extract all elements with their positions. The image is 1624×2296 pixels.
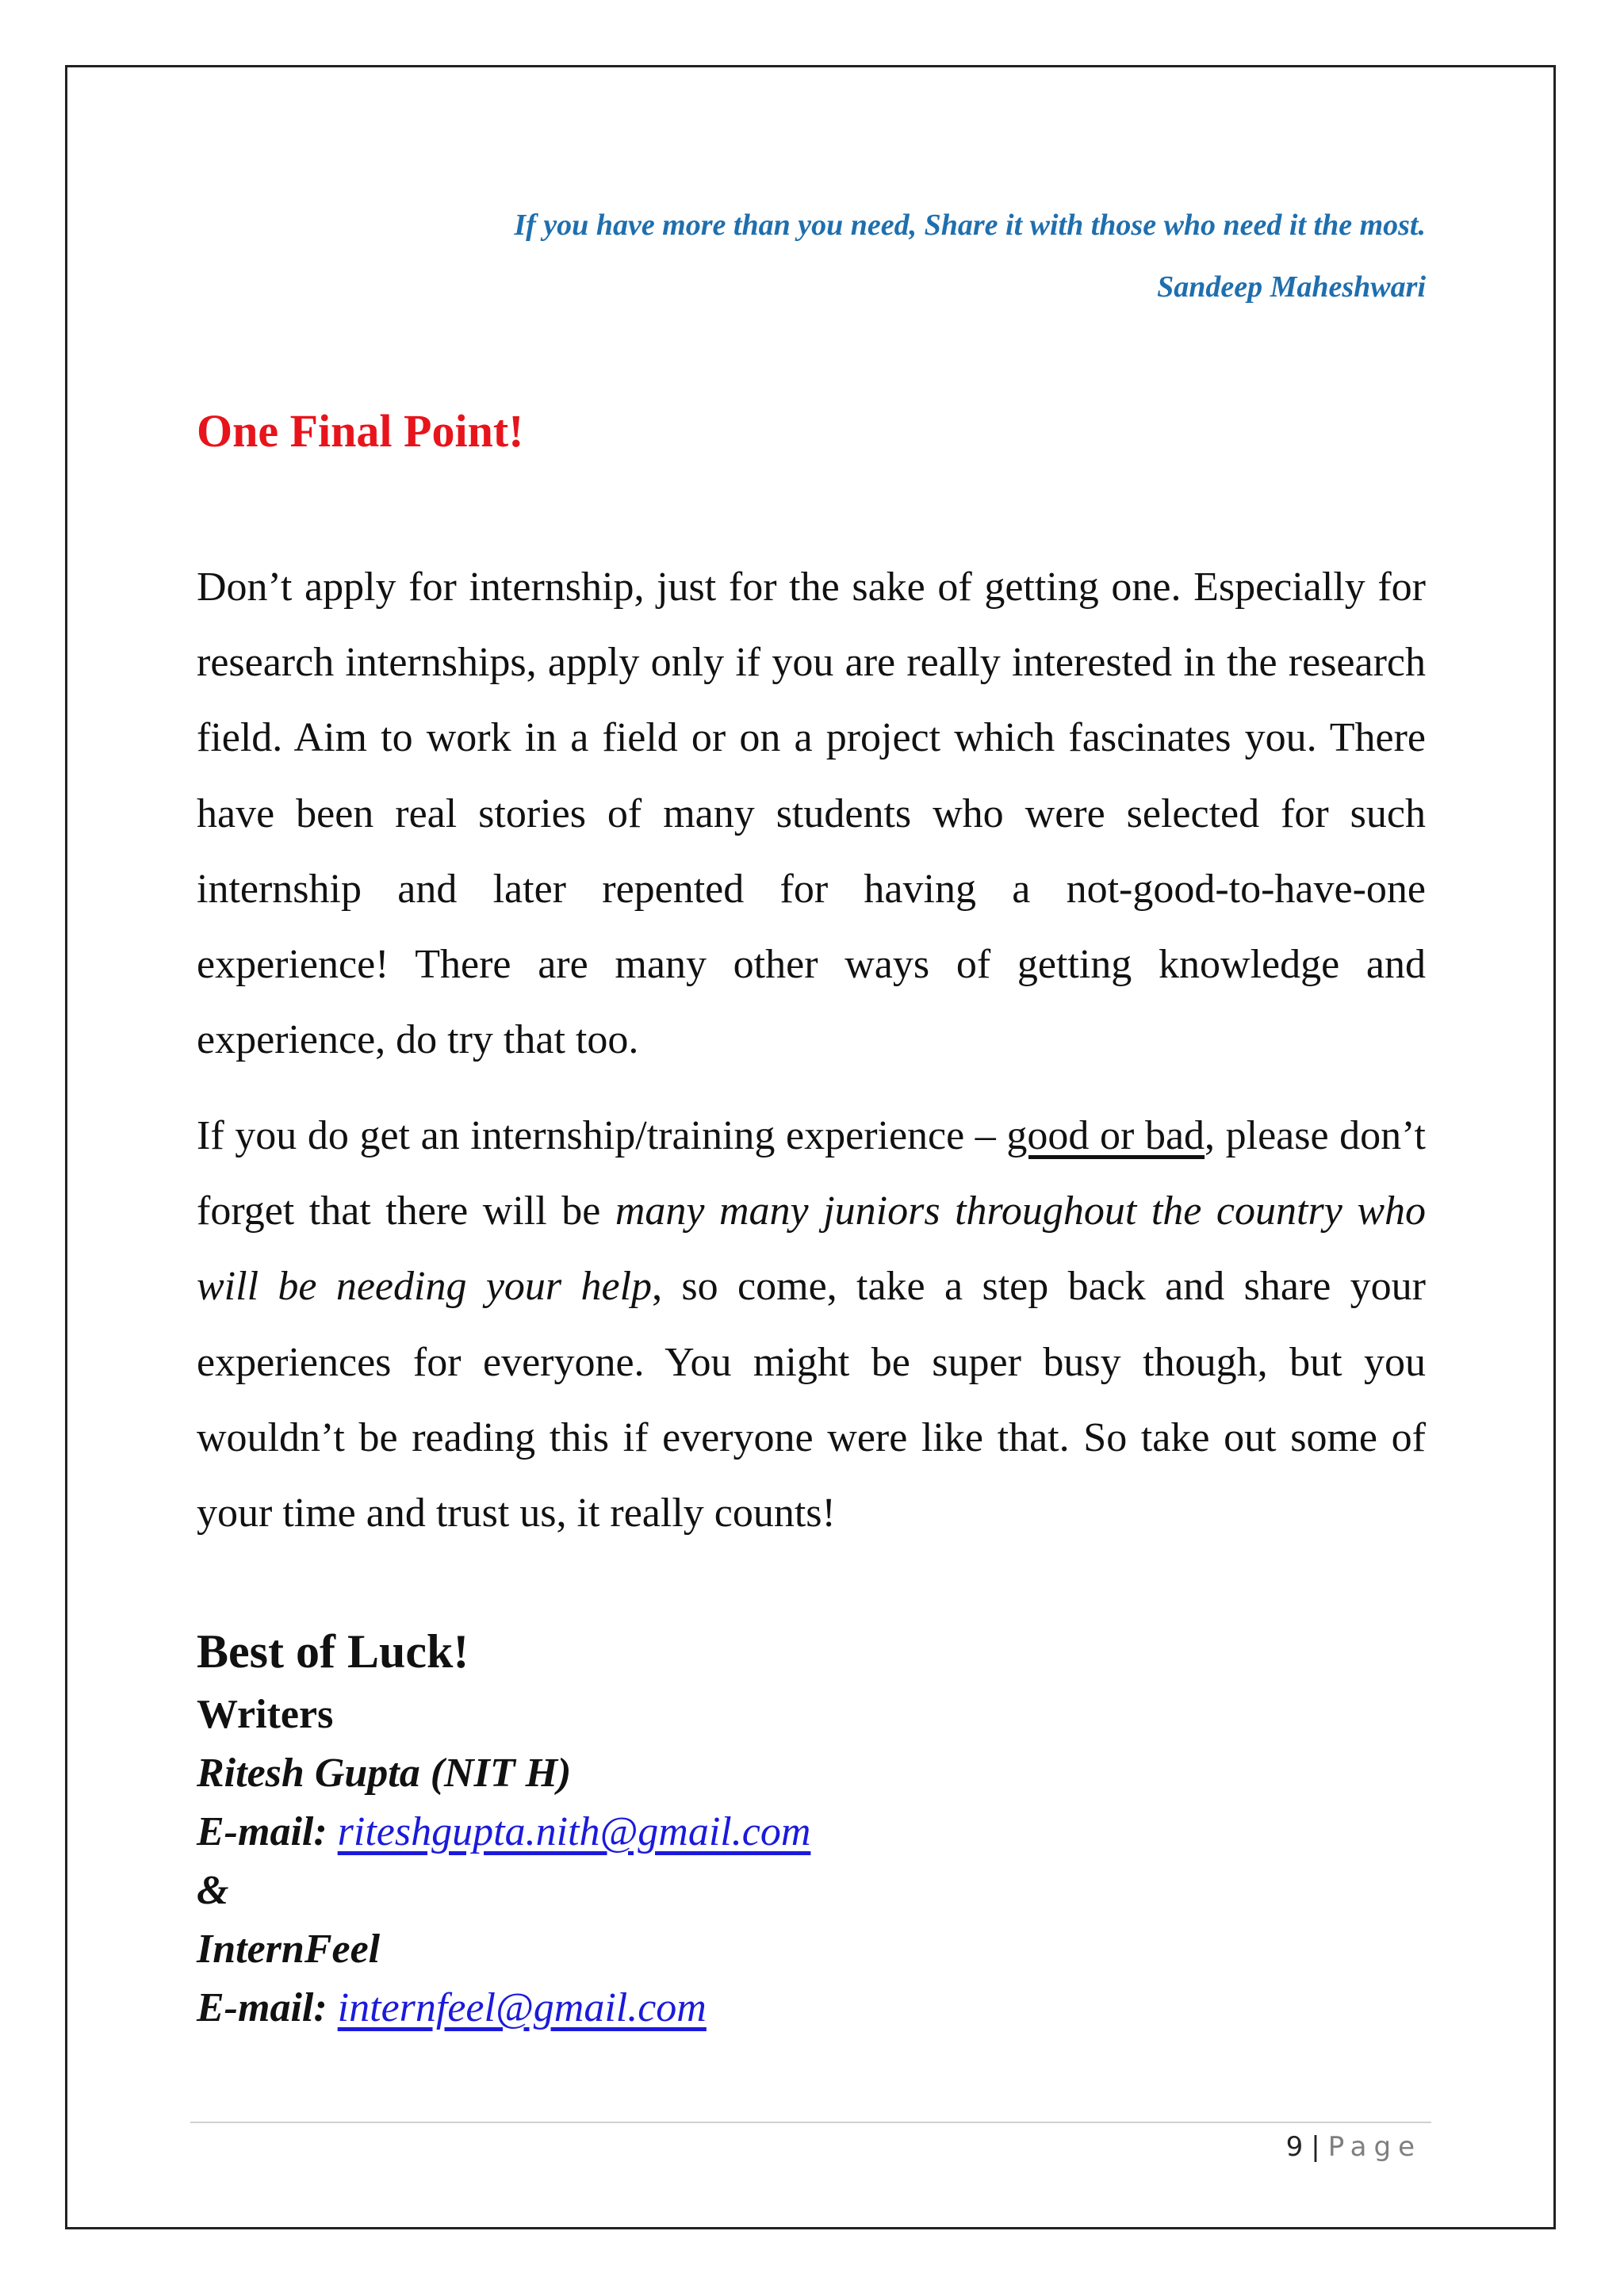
email-label: E-mail: bbox=[197, 1809, 327, 1854]
page-footer bbox=[1286, 2131, 1422, 2163]
footer-separator: | bbox=[1311, 2131, 1320, 2163]
writer-email-row-ritesh bbox=[197, 1803, 810, 1862]
signoff-block bbox=[197, 1617, 810, 2038]
writer-email-row-internfeel bbox=[197, 1979, 810, 2038]
quote-text: If you have more than you need, Share it with those who need it the most. bbox=[514, 209, 1426, 242]
paragraph-intro: Don’t apply for internship, just for the sake of getting one. Especially for research internships, apply only if you are really interested in the research field. Aim to work in a field or on a project which fascinates you. There have been real stories of many students who were selected for such internship and later repented for having a not-good-to-have-one experience! There are many other ways of getting knowledge and experience, do try that too. bbox=[197, 564, 1426, 1063]
best-of-luck-heading: Best of Luck! bbox=[197, 1625, 469, 1678]
email-label: E-mail: bbox=[197, 1985, 327, 2030]
section-title: One Final Point! bbox=[197, 405, 524, 457]
email-link-internfeel[interactable]: internfeel@gmail.com bbox=[337, 1985, 707, 2030]
paragraph-share bbox=[197, 1098, 1426, 1551]
writers-label: Writers bbox=[197, 1692, 334, 1737]
epigraph-quote bbox=[514, 194, 1426, 318]
footer-divider bbox=[190, 2122, 1431, 2123]
email-link-ritesh[interactable]: riteshgupta.nith@gmail.com bbox=[337, 1809, 811, 1854]
page-label: Page bbox=[1327, 2131, 1422, 2163]
paragraph-share-start: If you do get an internship/training experience – bbox=[197, 1113, 1007, 1158]
page-number: 9 bbox=[1285, 2131, 1304, 2163]
paragraph-share-middle: , please don’t forget that there will be bbox=[197, 1113, 1426, 1234]
underlined-phrase: good or bad bbox=[1006, 1113, 1205, 1158]
writer-name-internfeel: InternFeel bbox=[197, 1927, 381, 1972]
quote-author: Sandeep Maheshwari bbox=[1157, 270, 1426, 304]
writer-name-ritesh: Ritesh Gupta (NIT H) bbox=[197, 1751, 572, 1796]
ampersand: & bbox=[197, 1868, 229, 1913]
paragraph-share-end: , so come, take a step back and share your experiences for everyone. You might be super busy though, but you wouldn’t be reading this if everyone were like that. So take out some of your time and trust us, it really counts! bbox=[197, 1264, 1426, 1536]
italic-phrase: many many juniors throughout the country who will be needing your help bbox=[197, 1188, 1426, 1310]
